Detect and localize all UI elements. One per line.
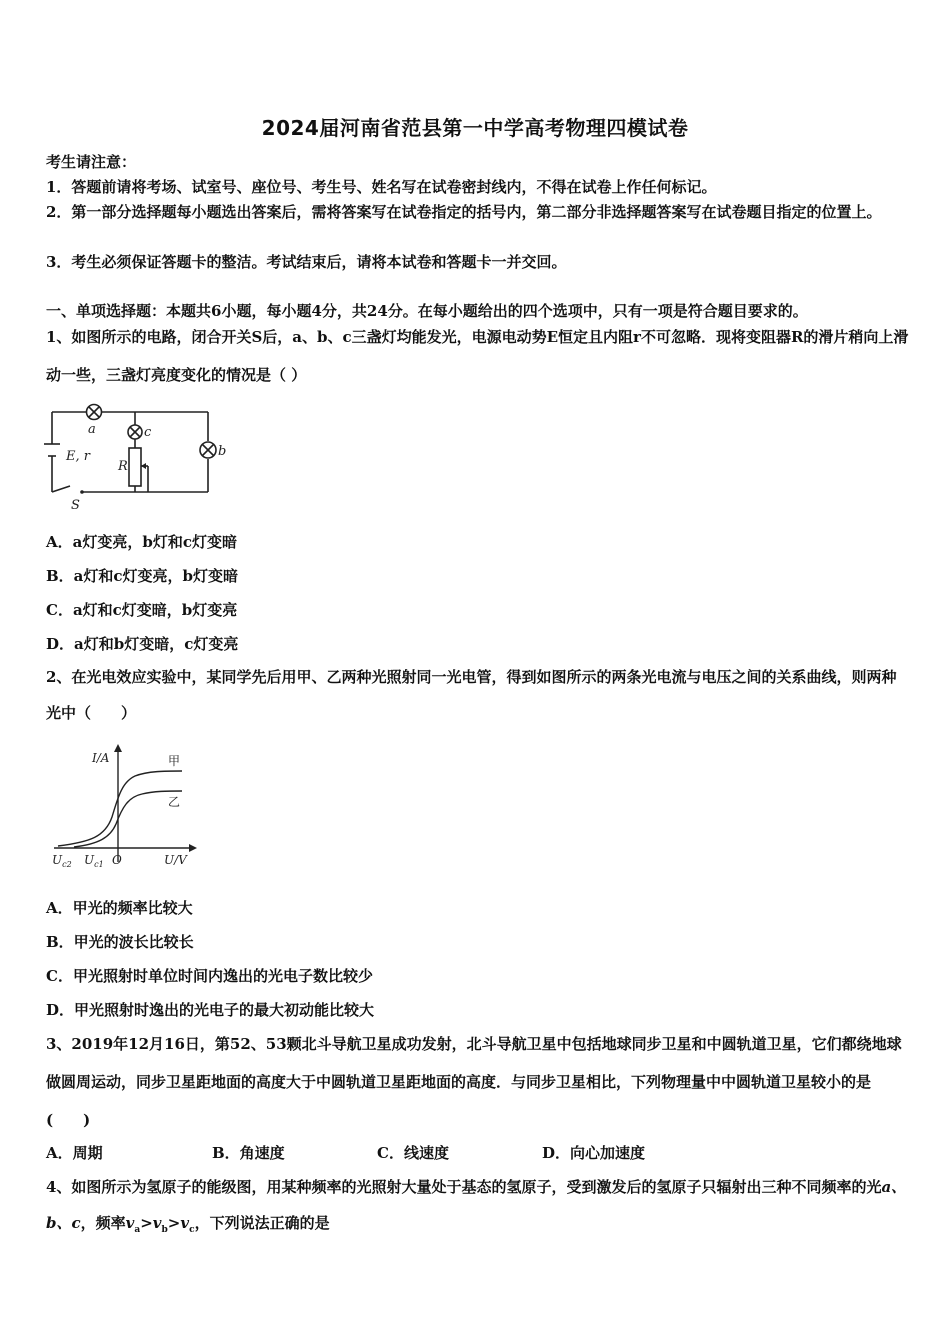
- q1-option-b: B．a灯和c灯变亮，b灯变暗: [46, 567, 239, 585]
- q2-option-a: A．甲光的频率比较大: [46, 899, 193, 917]
- q2-option-d: D．甲光照射时逸出的光电子的最大初动能比较大: [46, 1001, 375, 1019]
- q4-sub-b: b: [161, 1225, 168, 1235]
- q2-photocurrent-graph: [50, 742, 200, 870]
- q2-stem: 2、在光电效应实验中，某同学先后用甲、乙两种光照射同一光电管，得到如图所示的两条光电流与电压之间的关系曲线，则两种光中（ ）: [46, 668, 897, 722]
- q4-sub-a: a: [134, 1225, 141, 1235]
- q1-fig-label-er: E, r: [66, 449, 90, 464]
- q4-stem-pre: 4、如图所示为氢原子的能级图，用某种频率的光照射大量处于基态的氢原子，受到激发后的氢原子只辐射出三种不同频率的光: [46, 1178, 882, 1196]
- notice-item-1: 1．答题前请将考场、试室号、座位号、考生号、姓名写在试卷密封线内，不得在试卷上作任何标记。: [46, 178, 717, 196]
- page-title: 2024届河南省范县第一中学高考物理四模试卷: [261, 116, 689, 140]
- q4-sub-c: c: [189, 1225, 195, 1235]
- q2-fig-y-label: I/A: [92, 751, 110, 765]
- q4-nu-a: v: [125, 1214, 135, 1232]
- q4-stem-abc: a、b、c: [46, 1178, 907, 1232]
- q4-nu-c: v: [180, 1214, 190, 1232]
- notice-item-3: 3．考生必须保证答题卡的整洁。考试结束后，请将本试卷和答题卡一并交回。: [46, 253, 567, 271]
- q2-fig-label-uc1: U: [84, 853, 95, 867]
- q1-fig-label-a: a: [88, 422, 96, 437]
- q1-option-c: C．a灯和c灯变暗，b灯变亮: [46, 601, 238, 619]
- q2-fig-label-jia: 甲: [168, 754, 181, 768]
- q1-fig-label-c: c: [144, 425, 152, 440]
- q4-gt-1: >: [140, 1214, 153, 1232]
- q3-option-c: C．线速度: [377, 1144, 449, 1162]
- q2-option-c: C．甲光照射时单位时间内逸出的光电子数比较少: [46, 967, 373, 985]
- svg-text:Uc2: [52, 853, 72, 869]
- q2-fig-origin: O: [112, 853, 122, 867]
- q1-stem: 1、如图所示的电路，闭合开关S后，a、b、c三盏灯均能发光，电源电动势E恒定且内阻r不可忽略．现将变阻器R的滑片稍向上滑动一些，三盏灯亮度变化的情况是（ ）: [46, 328, 909, 384]
- notice-heading: 考生请注意：: [46, 153, 137, 171]
- q1-option-a: A．a灯变亮，b灯和c灯变暗: [46, 533, 237, 551]
- q3-option-b: B．角速度: [212, 1144, 285, 1162]
- q1-fig-label-s: S: [71, 498, 80, 513]
- q3-option-d: D．向心加速度: [542, 1144, 646, 1162]
- q2-fig-x-label: U/V: [164, 853, 187, 867]
- q4-nu-b: v: [152, 1214, 162, 1232]
- q1-circuit-diagram: [40, 400, 230, 515]
- q4-stem-mid: ，频率: [80, 1214, 126, 1232]
- q4-stem: [46, 1169, 910, 1248]
- q2-fig-label-uc1-sub: c1: [94, 860, 104, 869]
- q4-gt-2: >: [167, 1214, 181, 1232]
- q1-fig-label-r: R: [118, 459, 128, 474]
- q2-option-b: B．甲光的波长比较长: [46, 933, 194, 951]
- q3-options-row: [46, 1142, 910, 1164]
- q2-fig-label-yi: 乙: [168, 795, 181, 809]
- q4-stem-post: ，下列说法正确的是: [194, 1214, 330, 1232]
- section-1-heading: 一、单项选择题：本题共6小题，每小题4分，共24分。在每小题给出的四个选项中，只有一项是符合题目要求的。: [46, 302, 808, 320]
- q3-stem: 3、2019年12月16日，第52、53颗北斗导航卫星成功发射，北斗导航卫星中包括地球同步卫星和中圆轨道卫星，它们都绕地球做圆周运动，同步卫星距地面的高度大于中圆轨道卫星距地面的高度．与同步卫星相比，下列物理量中中圆轨道卫星较小的是( ): [46, 1035, 902, 1129]
- q2-fig-label-uc2: U: [52, 853, 63, 867]
- q3-option-a: A．周期: [46, 1144, 103, 1162]
- q1-fig-label-b: b: [218, 444, 227, 459]
- svg-text:Uc1: [84, 853, 104, 869]
- q1-option-d: D．a灯和b灯变暗，c灯变亮: [46, 635, 239, 653]
- notice-item-2: 2．第一部分选择题每小题选出答案后，需将答案写在试卷指定的括号内，第二部分非选择题答案写在试卷题目指定的位置上。: [46, 203, 882, 221]
- q2-fig-label-uc2-sub: c2: [62, 860, 72, 869]
